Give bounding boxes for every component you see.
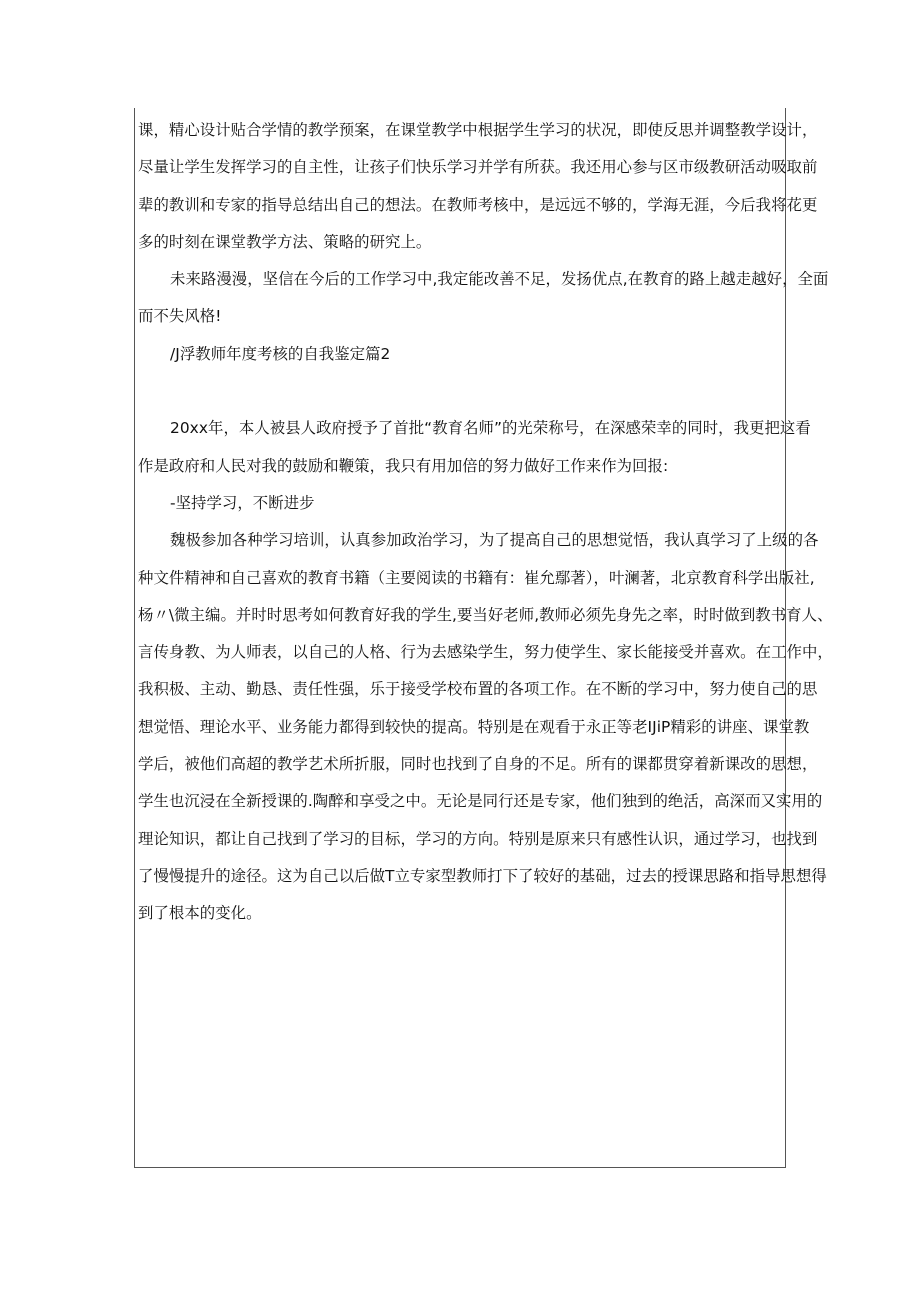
text-line: 种文件精神和自己喜欢的教育书籍（主要阅读的书籍有：崔允鄢著），叶澜著，北京教育科学出版社, — [138, 568, 815, 587]
text-line: 未来路漫漫，坚信在今后的工作学习中,我定能改善不足，发扬优点,在教育的路上越走越好，全面 — [170, 270, 829, 289]
text-line: 学生也沉浸在全新授课的.陶醉和享受之中。无论是同行还是专家，他们独到的绝活，高深而又实用的 — [138, 792, 823, 811]
text-line: 辈的教训和专家的指导总结出自己的想法。在教师考核中，是远远不够的，学海无涯，今后我将花更 — [138, 195, 818, 214]
text-line: 多的时刻在课堂教学方法、策略的研究上。 — [138, 232, 432, 251]
text-line: 理论知识，都让自己找到了学习的目标，学习的方向。特别是原来只有感性认识，通过学习，也找到 — [138, 829, 818, 848]
section-heading: /J浮教师年度考核的自我鉴定篇2 — [170, 344, 391, 363]
text-line: 学后，被他们高超的教学艺术所折服，同时也找到了自身的不足。所有的课都贯穿着新课改的思想， — [138, 755, 818, 774]
text-line: 杨〃\微主编。并时时思考如何教育好我的学生,要当好老师,教师必须先身先之率，时时做到教书育人、 — [138, 605, 833, 624]
text-line: 而不失风格! — [138, 307, 222, 326]
text-line: 魏极参加各种学习培训，认真参加政治学习，为了提高自己的思想觉悟，我认真学习了上级的各 — [170, 531, 819, 550]
text-line: 作是政府和人民对我的鼓励和鞭策，我只有用加倍的努力做好工作来作为回报: — [138, 456, 669, 475]
text-line: 言传身教、为人师表，以自己的人格、行为去感染学生，努力使学生、家长能接受并喜欢。在工作中， — [138, 643, 833, 662]
subheading: -坚持学习，不断进步 — [170, 493, 315, 512]
document-body — [138, 112, 833, 933]
text-line: 想觉悟、理论水平、业务能力都得到较快的提高。特别是在观看于永正等老IJiP精彩的讲座、课堂教 — [138, 717, 810, 736]
text-line: 尽量让学生发挥学习的自主性，让孩子们快乐学习并学有所获。我还用心参与区市级教研活动吸取前 — [138, 158, 818, 177]
blank-line — [138, 373, 784, 410]
text-line: 20xx年，本人被县人政府授予了首批“教育名师”的光荣称号，在深感荣幸的同时，我更把这看 — [170, 419, 811, 438]
text-line: 到了根本的变化。 — [138, 904, 262, 923]
text-line: 我积极、主动、勤恳、责任性强，乐于接受学校布置的各项工作。在不断的学习中，努力使自己的思 — [138, 680, 818, 699]
text-line: 了慢慢提升的途径。这为自己以后做T立专家型教师打下了较好的基础，过去的授课思路和指导思想得 — [138, 866, 827, 885]
text-line: 课，精心设计贴合学情的教学预案，在课堂教学中根据学生学习的状况，即使反思并调整教学设计， — [138, 121, 818, 139]
